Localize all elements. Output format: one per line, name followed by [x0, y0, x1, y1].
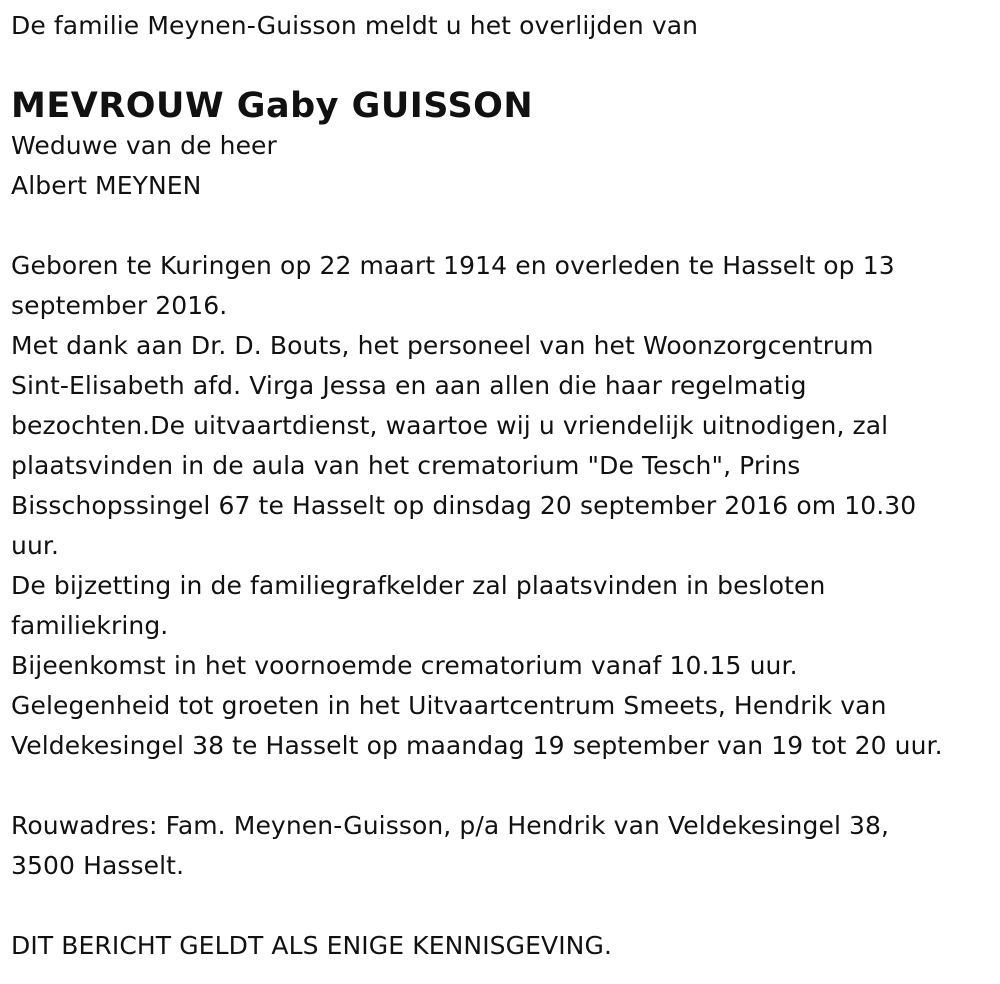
body-line: Bijeenkomst in het voornoemde crematorium vanaf 10.15 uur. [11, 651, 798, 680]
spacer [11, 886, 996, 926]
body-line: september 2016. [11, 291, 228, 320]
body-line: Gelegenheid tot groeten in het Uitvaartcentrum Smeets, Hendrik van [11, 691, 887, 720]
widow-line: Weduwe van de heer [11, 131, 277, 160]
body-line: familiekring. [11, 611, 169, 640]
deceased-name: MEVROUW Gaby GUISSON [11, 86, 534, 126]
body-line: uur. [11, 531, 60, 560]
body-line: Sint-Elisabeth afd. Virga Jessa en aan allen die haar regelmatig [11, 371, 807, 400]
body-line: Met dank aan Dr. D. Bouts, het personeel van het Woonzorgcentrum [11, 331, 874, 360]
closing-notice: DIT BERICHT GELDT ALS ENIGE KENNISGEVING. [11, 931, 612, 960]
body-line: Geboren te Kuringen op 22 maart 1914 en overleden te Hasselt op 13 [11, 251, 895, 280]
intro-text: De familie Meynen-Guisson meldt u het overlijden van [11, 11, 699, 40]
body-line: Veldekesingel 38 te Hasselt op maandag 19 september van 19 tot 20 uur. [11, 731, 943, 760]
death-notice [11, 6, 996, 966]
body-line: Bisschopssingel 67 te Hasselt op dinsdag 20 september 2016 om 10.30 [11, 491, 917, 520]
address-line: 3500 Hasselt. [11, 851, 185, 880]
body-line: bezochten.De uitvaartdienst, waartoe wij u vriendelijk uitnodigen, zal [11, 411, 889, 440]
spacer [11, 766, 996, 806]
spacer [11, 206, 996, 246]
body-line: De bijzetting in de familiegrafkelder zal plaatsvinden in besloten [11, 571, 826, 600]
body-line: plaatsvinden in de aula van het crematorium "De Tesch", Prins [11, 451, 801, 480]
address-line: Rouwadres: Fam. Meynen-Guisson, p/a Hendrik van Veldekesingel 38, [11, 811, 890, 840]
widow-line: Albert MEYNEN [11, 171, 202, 200]
